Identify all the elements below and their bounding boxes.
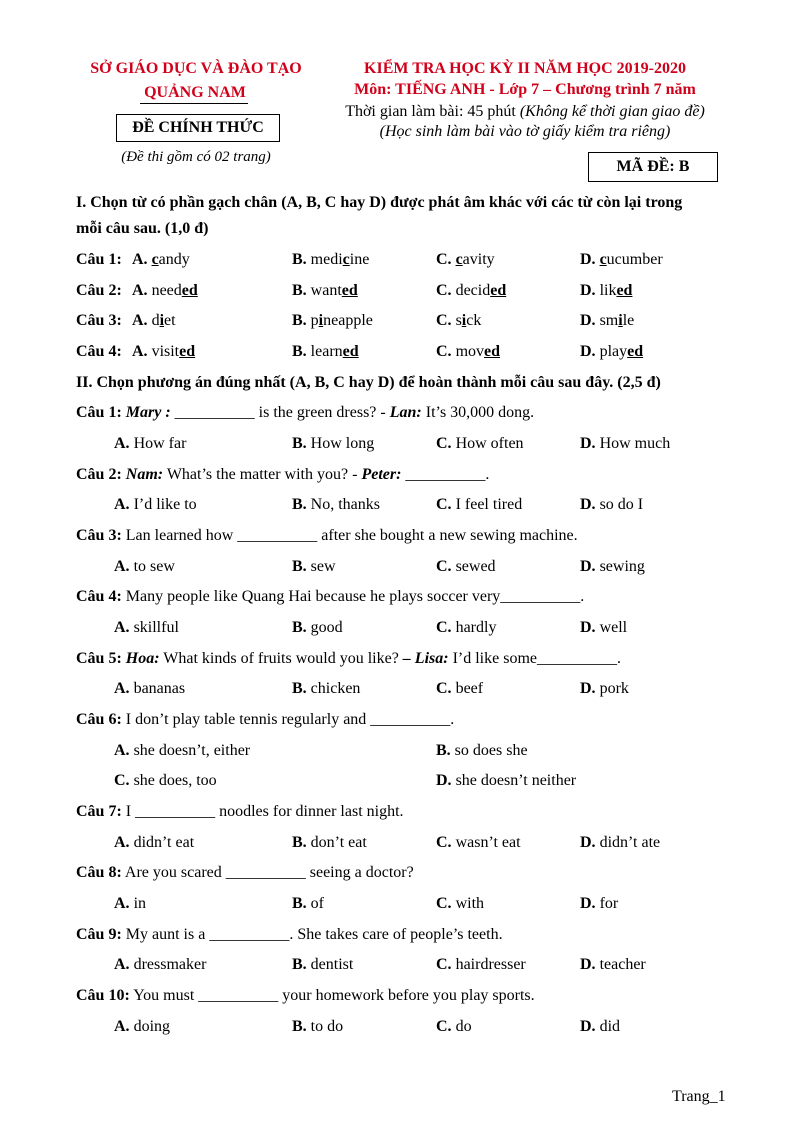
question-6-stem: Câu 6: I don’t play table tennis regularly and __________. bbox=[76, 711, 455, 728]
q10-option-d: D. did bbox=[580, 1018, 621, 1035]
question-number: Câu 1: bbox=[76, 251, 122, 268]
exam-subject: Môn: TIẾNG ANH - Lớp 7 – Chương trình 7 năm bbox=[354, 81, 696, 98]
option-d: D. smile bbox=[580, 312, 635, 329]
question-4-stem: Câu 4: Many people like Quang Hai because he plays soccer very__________. bbox=[76, 588, 585, 605]
q3-option-c: C. sewed bbox=[436, 558, 496, 575]
q9-option-d: D. teacher bbox=[580, 956, 646, 973]
official-label: ĐỀ CHÍNH THỨC bbox=[132, 119, 264, 136]
time-note: (Không kể thời gian giao đề) bbox=[519, 103, 705, 120]
section2-title: II. Chọn phương án đúng nhất (A, B, C hay D) để hoàn thành mỗi câu sau đây. (2,5 đ) bbox=[76, 374, 661, 391]
q4-option-d: D. well bbox=[580, 619, 628, 636]
option-b: B. learned bbox=[292, 343, 359, 360]
q8-option-c: C. with bbox=[436, 895, 485, 912]
question-number: Câu 2: bbox=[76, 282, 122, 299]
q6-option-b: B. so does she bbox=[436, 742, 528, 759]
option-c: C. decided bbox=[436, 282, 507, 299]
q1-option-c: C. How often bbox=[436, 435, 524, 452]
q7-option-c: C. wasn’t eat bbox=[436, 834, 521, 851]
option-a: A. diet bbox=[132, 312, 176, 329]
q7-option-d: D. didn’t ate bbox=[580, 834, 661, 851]
q8-option-a: A. in bbox=[114, 895, 147, 912]
q3-option-b: B. sew bbox=[292, 558, 336, 575]
q4-option-b: B. good bbox=[292, 619, 343, 636]
q1-option-a: A. How far bbox=[114, 435, 187, 452]
q7-option-a: A. didn’t eat bbox=[114, 834, 195, 851]
q5-option-c: C. beef bbox=[436, 680, 484, 697]
q2-option-d: D. so do I bbox=[580, 496, 644, 513]
option-c: C. cavity bbox=[436, 251, 495, 268]
question-10-stem: Câu 10: You must __________ your homework before you play sports. bbox=[76, 987, 535, 1004]
time-label: Thời gian làm bài: 45 phút bbox=[345, 103, 516, 120]
section1-title-line2: mỗi câu sau. (1,0 đ) bbox=[76, 220, 209, 237]
province-underline bbox=[140, 103, 248, 104]
option-a: A. visited bbox=[132, 343, 196, 360]
q6-option-a: A. she doesn’t, either bbox=[114, 742, 251, 759]
q9-option-c: C. hairdresser bbox=[436, 956, 526, 973]
option-c: C. moved bbox=[436, 343, 501, 360]
exam-instruction: (Học sinh làm bài vào tờ giấy kiểm tra riêng) bbox=[379, 123, 671, 140]
q2-option-a: A. I’d like to bbox=[114, 496, 197, 513]
option-b: B. medicine bbox=[292, 251, 370, 268]
option-d: D. liked bbox=[580, 282, 633, 299]
q2-option-b: B. No, thanks bbox=[292, 496, 380, 513]
q7-option-b: B. don’t eat bbox=[292, 834, 367, 851]
q1-option-d: D. How much bbox=[580, 435, 671, 452]
q8-option-d: D. for bbox=[580, 895, 619, 912]
page-count-note: (Đề thi gồm có 02 trang) bbox=[121, 149, 271, 165]
q10-option-b: B. to do bbox=[292, 1018, 344, 1035]
option-d: D. played bbox=[580, 343, 644, 360]
question-number: Câu 4: bbox=[76, 343, 122, 360]
q4-option-a: A. skillful bbox=[114, 619, 179, 636]
option-a: A. candy bbox=[132, 251, 190, 268]
department-name: SỞ GIÁO DỤC VÀ ĐÀO TẠO bbox=[90, 60, 302, 77]
question-8-stem: Câu 8: Are you scared __________ seeing a doctor? bbox=[76, 864, 414, 881]
exam-code: MÃ ĐỀ: B bbox=[616, 158, 690, 175]
section1-title-line1: I. Chọn từ có phần gạch chân (A, B, C hay D) được phát âm khác với các từ còn lại trong bbox=[76, 194, 683, 211]
page-number: Trang_1 bbox=[672, 1088, 726, 1105]
question-5-stem: Câu 5: Hoa: What kinds of fruits would you like? – Lisa: I’d like some__________. bbox=[76, 650, 621, 667]
q2-option-c: C. I feel tired bbox=[436, 496, 523, 513]
question-9-stem: Câu 9: My aunt is a __________. She takes care of people’s teeth. bbox=[76, 926, 503, 943]
option-a: A. needed bbox=[132, 282, 198, 299]
q9-option-b: B. dentist bbox=[292, 956, 354, 973]
option-b: B. pineapple bbox=[292, 312, 373, 329]
exam-time bbox=[320, 103, 730, 121]
q5-option-a: A. bananas bbox=[114, 680, 186, 697]
question-2-stem: Câu 2: Nam: What’s the matter with you? - Peter: __________. bbox=[76, 466, 490, 483]
q6-option-d: D. she doesn’t neither bbox=[436, 772, 577, 789]
q10-option-a: A. doing bbox=[114, 1018, 171, 1035]
q10-option-c: C. do bbox=[436, 1018, 472, 1035]
q5-option-b: B. chicken bbox=[292, 680, 361, 697]
question-7-stem: Câu 7: I __________ noodles for dinner last night. bbox=[76, 803, 404, 820]
q3-option-d: D. sewing bbox=[580, 558, 645, 575]
option-b: B. wanted bbox=[292, 282, 358, 299]
q9-option-a: A. dressmaker bbox=[114, 956, 207, 973]
question-3-stem: Câu 3: Lan learned how __________ after she bought a new sewing machine. bbox=[76, 527, 578, 544]
question-number: Câu 3: bbox=[76, 312, 122, 329]
q4-option-c: C. hardly bbox=[436, 619, 497, 636]
exam-title: KIỂM TRA HỌC KỲ II NĂM HỌC 2019-2020 bbox=[364, 60, 686, 77]
q1-option-b: B. How long bbox=[292, 435, 375, 452]
province-name: QUẢNG NAM bbox=[144, 84, 246, 101]
q6-option-c: C. she does, too bbox=[114, 772, 217, 789]
question-1-stem: Câu 1: Mary : __________ is the green dress? - Lan: It’s 30,000 dong. bbox=[76, 404, 535, 421]
option-c: C. sick bbox=[436, 312, 482, 329]
q3-option-a: A. to sew bbox=[114, 558, 175, 575]
q8-option-b: B. of bbox=[292, 895, 324, 912]
q5-option-d: D. pork bbox=[580, 680, 629, 697]
option-d: D. cucumber bbox=[580, 251, 663, 268]
